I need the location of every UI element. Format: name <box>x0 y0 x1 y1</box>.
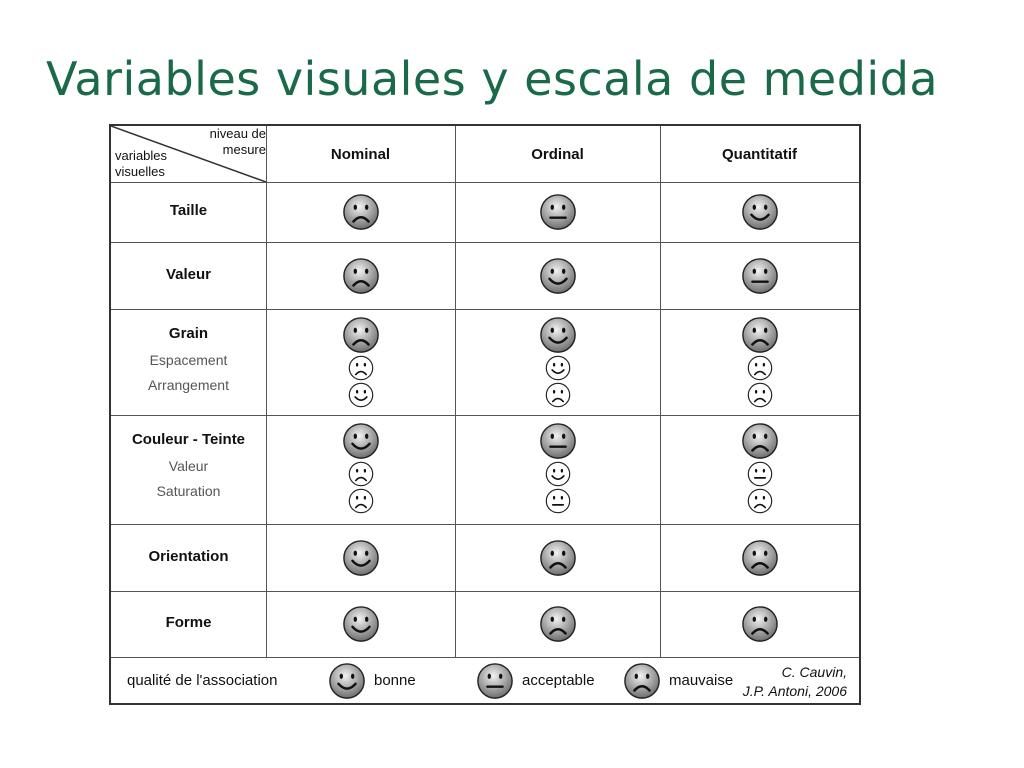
mauvaise-face-icon <box>342 316 380 354</box>
row-label-orientation <box>111 548 266 565</box>
legend-label: qualité de l'association <box>127 672 278 689</box>
mauvaise-face-icon <box>539 539 577 577</box>
mauvaise-face-icon <box>747 382 773 408</box>
variable-name: Valeur <box>165 265 212 283</box>
corner-cell <box>111 126 266 182</box>
bonne-face-icon <box>539 316 577 354</box>
variable-subname: Saturation <box>156 483 221 499</box>
row-divider <box>111 591 859 592</box>
slide-title: Variables visuales y escala de medida <box>46 52 939 106</box>
acceptable-face-icon <box>747 461 773 487</box>
column-divider <box>266 126 267 657</box>
mauvaise-face-icon <box>348 488 374 514</box>
row-divider <box>111 309 859 310</box>
row-label-forme <box>111 614 266 631</box>
row-divider <box>111 182 859 183</box>
bonne-face-icon <box>539 257 577 295</box>
credit-line: J.P. Antoni, 2006 <box>742 683 847 699</box>
corner-label-measure: niveau de mesure <box>209 126 266 157</box>
variable-name: Grain <box>168 325 209 342</box>
row-label-taille <box>111 202 266 219</box>
mauvaise-face-icon <box>539 605 577 643</box>
row-label-valeur <box>111 266 266 283</box>
legend-mauvaise-face-icon <box>623 662 661 700</box>
mauvaise-face-icon <box>741 605 779 643</box>
mauvaise-face-icon <box>342 257 380 295</box>
acceptable-face-icon <box>545 488 571 514</box>
mauvaise-face-icon <box>342 193 380 231</box>
mauvaise-face-icon <box>545 382 571 408</box>
corner-label-variables: variables visuelles <box>115 148 168 179</box>
row-divider <box>111 242 859 243</box>
variable-name: Orientation <box>148 547 229 565</box>
column-divider <box>455 126 456 657</box>
mauvaise-face-icon <box>348 355 374 381</box>
column-header-nominal: Nominal <box>330 145 391 163</box>
mauvaise-face-icon <box>741 316 779 354</box>
legend-item-bonne: bonne <box>374 672 416 689</box>
acceptable-face-icon <box>741 257 779 295</box>
bonne-face-icon <box>741 193 779 231</box>
mauvaise-face-icon <box>741 539 779 577</box>
variable-subname: Arrangement <box>148 377 229 393</box>
variable-name: Forme <box>165 614 212 631</box>
row-label-grain <box>111 325 266 393</box>
bonne-face-icon <box>342 422 380 460</box>
row-divider <box>111 657 859 658</box>
row-divider <box>111 524 859 525</box>
bonne-face-icon <box>342 605 380 643</box>
mauvaise-face-icon <box>747 355 773 381</box>
legend-acceptable-face-icon <box>476 662 514 700</box>
variable-name: Couleur - Teinte <box>131 431 246 448</box>
variable-subname: Espacement <box>149 352 228 368</box>
credit-line: C. Cauvin, <box>781 664 847 680</box>
bonne-face-icon <box>545 461 571 487</box>
variable-name: Taille <box>169 202 208 219</box>
mauvaise-face-icon <box>741 422 779 460</box>
row-divider <box>111 415 859 416</box>
acceptable-face-icon <box>539 193 577 231</box>
acceptable-face-icon <box>539 422 577 460</box>
legend-item-acceptable: acceptable <box>522 672 595 689</box>
bonne-face-icon <box>342 539 380 577</box>
row-label-couleur-teinte <box>111 431 266 499</box>
visual-variables-matrix <box>109 124 861 705</box>
column-divider <box>660 126 661 657</box>
mauvaise-face-icon <box>348 461 374 487</box>
legend-item-mauvaise: mauvaise <box>669 672 734 689</box>
variable-subname: Valeur <box>168 458 209 474</box>
bonne-face-icon <box>545 355 571 381</box>
bonne-face-icon <box>348 382 374 408</box>
column-header-ordinal: Ordinal <box>531 145 584 163</box>
column-header-quantitatif: Quantitatif <box>722 145 797 163</box>
legend-bonne-face-icon <box>328 662 366 700</box>
credit <box>743 663 847 701</box>
mauvaise-face-icon <box>747 488 773 514</box>
